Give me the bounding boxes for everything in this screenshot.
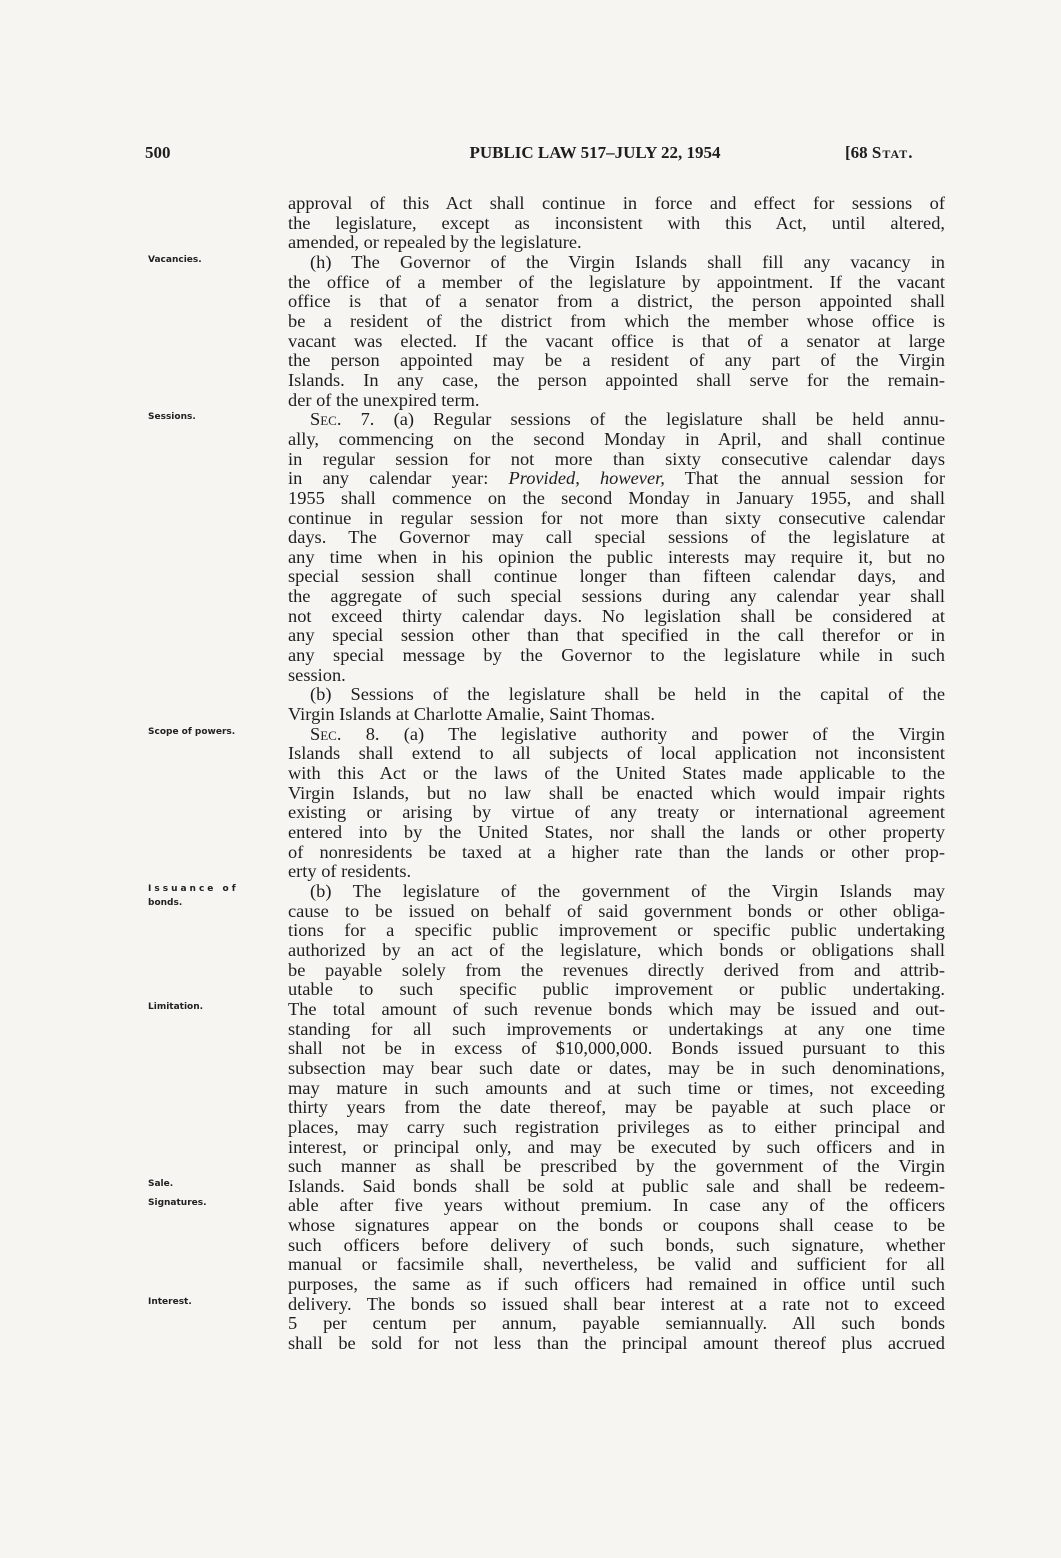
text-line bbox=[288, 371, 945, 391]
text-line bbox=[288, 705, 945, 725]
text-line bbox=[148, 1175, 945, 1197]
italic-text: Provided, however, bbox=[508, 468, 665, 489]
line-text: (b) The legislature of the government of the Virgin Islands may bbox=[310, 880, 945, 901]
margin-note bbox=[148, 1000, 283, 1014]
text-line bbox=[288, 312, 945, 332]
text-line bbox=[288, 194, 945, 214]
line-text: days. The Governor may call special sessions of the legislature at bbox=[288, 527, 945, 548]
text-line bbox=[148, 251, 945, 273]
margin-note-text: Issuance of bbox=[148, 883, 239, 894]
line-text: office is that of a senator from a district, the person appointed shall bbox=[288, 291, 945, 312]
line-text: thirty years from the date thereof, may be payable at such place or bbox=[288, 1097, 945, 1118]
line-text: with this Act or the laws of the United States made applicable to the bbox=[288, 763, 945, 784]
text-line bbox=[288, 744, 945, 764]
line-text: authorized by an act of the legislature, which bonds or obligations shall bbox=[288, 939, 945, 960]
text-line bbox=[288, 273, 945, 293]
line-text: amended, or repealed by the legislature. bbox=[288, 232, 582, 253]
line-text: entered into by the United States, nor shall the lands or other property bbox=[288, 822, 945, 842]
text-line bbox=[288, 1157, 945, 1177]
text-line bbox=[288, 784, 945, 804]
margin-note-text: Sale. bbox=[148, 1178, 174, 1189]
line-text: any special session other than that specified in the call therefor or in bbox=[288, 625, 945, 646]
text-line bbox=[148, 1293, 945, 1315]
margin-note bbox=[148, 1177, 283, 1191]
line-text: able after five years without premium. In case any of the officers bbox=[288, 1195, 945, 1216]
line-text: delivery. The bonds so issued shall bear interest at a rate not to exceed bbox=[288, 1293, 945, 1314]
text-line bbox=[288, 607, 945, 627]
text-line bbox=[148, 880, 945, 908]
text-line bbox=[288, 646, 945, 666]
line-text: Islands shall extend to all subjects of local application not inconsistent bbox=[288, 743, 945, 764]
text-line bbox=[288, 1216, 945, 1236]
line-text: be a resident of the district from which the member whose office is bbox=[288, 310, 945, 331]
line-text: That the annual session for bbox=[664, 468, 945, 489]
text-line bbox=[288, 961, 945, 981]
margin-note bbox=[148, 1295, 283, 1309]
statute-volume bbox=[845, 143, 914, 163]
line-text: Virgin Islands at Charlotte Amalie, Saint Thomas. bbox=[288, 704, 656, 725]
page-number: 500 bbox=[145, 143, 171, 162]
line-text: Virgin Islands, but no law shall be enacted which would impair rights bbox=[288, 782, 945, 803]
section-label: Sec. bbox=[310, 409, 342, 430]
text-line bbox=[148, 998, 945, 1020]
text-line bbox=[288, 469, 945, 489]
section-label: Sec. bbox=[310, 723, 342, 744]
line-text: shall not be in excess of $10,000,000. Bonds issued pursuant to this bbox=[288, 1038, 945, 1059]
text-line bbox=[288, 1314, 945, 1334]
margin-note-text: Limitation. bbox=[148, 1001, 204, 1012]
text-line bbox=[288, 1275, 945, 1295]
statute-volume-number: [68 bbox=[845, 143, 872, 162]
line-text: the office of a member of the legislature by appointment. If the vacant bbox=[288, 271, 945, 292]
line-text: not exceed thirty calendar days. No legislation shall be considered at bbox=[288, 605, 945, 626]
line-text: in any calendar year: bbox=[288, 468, 509, 489]
line-text: 8. (a) The legislative authority and power of the Virgin bbox=[341, 723, 945, 744]
text-line bbox=[288, 803, 945, 823]
line-text: may mature in such amounts and at such time or times, not exceeding bbox=[288, 1077, 945, 1098]
margin-note-text: Scope of powers. bbox=[148, 726, 236, 737]
margin-note-text: Sessions. bbox=[148, 412, 196, 423]
text-line bbox=[288, 489, 945, 509]
text-line bbox=[288, 626, 945, 646]
line-text: purposes, the same as if such officers had remained in office until such bbox=[288, 1274, 945, 1295]
line-text: the aggregate of such special sessions during any calendar year shall bbox=[288, 586, 945, 607]
text-line bbox=[288, 233, 945, 253]
line-text: whose signatures appear on the bonds or coupons shall cease to be bbox=[288, 1215, 945, 1236]
text-line bbox=[288, 587, 945, 607]
line-text: cause to be issued on behalf of said government bonds or other obliga- bbox=[288, 900, 945, 921]
text-line bbox=[288, 567, 945, 587]
line-text: places, may carry such registration privileges as to either principal and bbox=[288, 1116, 945, 1137]
margin-note bbox=[148, 253, 283, 267]
line-text: erty of residents. bbox=[288, 861, 412, 882]
text-line bbox=[288, 764, 945, 784]
text-line bbox=[288, 391, 945, 411]
text-line bbox=[288, 528, 945, 548]
text-line bbox=[288, 509, 945, 529]
text-line bbox=[288, 980, 945, 1000]
text-line bbox=[288, 823, 945, 843]
line-text: Islands. Said bonds shall be sold at public sale and shall be redeem- bbox=[288, 1175, 945, 1196]
text-line bbox=[288, 1334, 945, 1354]
text-line bbox=[148, 723, 945, 745]
line-text: continue in regular session for not more than sixty consecutive calendar bbox=[288, 507, 945, 528]
text-line bbox=[288, 1138, 945, 1158]
line-text: tions for a specific public improvement or specific public undertaking bbox=[288, 920, 945, 941]
text-line bbox=[288, 548, 945, 568]
text-line bbox=[288, 214, 945, 234]
text-line bbox=[288, 1059, 945, 1079]
line-text: standing for all such improvements or undertakings at any one time bbox=[288, 1018, 945, 1039]
text-line bbox=[288, 941, 945, 961]
text-line bbox=[288, 1039, 945, 1059]
text-line bbox=[288, 1255, 945, 1275]
line-text: subsection may bear such date or dates, may be in such denominations, bbox=[288, 1057, 945, 1078]
text-line bbox=[288, 685, 945, 705]
text-line bbox=[288, 351, 945, 371]
margin-note-text: Signatures. bbox=[148, 1198, 207, 1209]
text-line bbox=[288, 862, 945, 882]
line-text: be payable solely from the revenues directly derived from and attrib- bbox=[288, 959, 945, 980]
text-line bbox=[288, 1098, 945, 1118]
margin-note bbox=[148, 410, 283, 424]
line-text: of nonresidents be taxed at a higher rate than the lands or other prop- bbox=[288, 841, 945, 862]
line-text: Islands. In any case, the person appointed shall serve for the remain- bbox=[288, 369, 945, 390]
margin-note-text: Interest. bbox=[148, 1296, 192, 1307]
line-text: interest, or principal only, and may be executed by such officers and in bbox=[288, 1136, 945, 1157]
line-text: ally, commencing on the second Monday in April, and shall continue bbox=[288, 428, 945, 449]
margin-note bbox=[148, 725, 283, 739]
text-line bbox=[288, 1079, 945, 1099]
line-text: such manner as shall be prescribed by the government of the Virgin bbox=[288, 1156, 945, 1177]
text-line bbox=[288, 292, 945, 312]
line-text: (b) Sessions of the legislature shall be held in the capital of the bbox=[310, 684, 945, 705]
margin-note-text: Vacancies. bbox=[148, 254, 202, 265]
line-text: special session shall continue longer than fifteen calendar days, and bbox=[288, 566, 945, 587]
margin-note-text: bonds. bbox=[148, 897, 183, 908]
text-line bbox=[288, 1236, 945, 1256]
line-text: approval of this Act shall continue in force and effect for sessions of bbox=[288, 193, 945, 213]
line-text: any special message by the Governor to the legislature while in such bbox=[288, 645, 945, 666]
document-body bbox=[148, 193, 945, 1354]
text-line bbox=[288, 1020, 945, 1040]
line-text: der of the unexpired term. bbox=[288, 389, 480, 410]
running-title: PUBLIC LAW 517–JULY 22, 1954 bbox=[469, 143, 721, 162]
text-line bbox=[288, 921, 945, 941]
line-text: the legislature, except as inconsistent with this Act, until altered, bbox=[288, 212, 945, 233]
line-text: 5 per centum per annum, payable semiannually. All such bonds bbox=[288, 1313, 945, 1334]
statute-abbrev: Stat. bbox=[871, 143, 914, 162]
line-text: manual or facsimile shall, nevertheless, be valid and sufficient for all bbox=[288, 1254, 945, 1275]
line-text: utable to such specific public improvement or public undertaking. bbox=[288, 979, 945, 1000]
line-text: any time when in his opinion the public interests may require it, but no bbox=[288, 546, 945, 567]
line-text: session. bbox=[288, 664, 346, 685]
margin-note bbox=[148, 882, 283, 910]
line-text: 1955 shall commence on the second Monday in January 1955, and shall bbox=[288, 487, 945, 508]
line-text: The total amount of such revenue bonds which may be issued and out- bbox=[288, 998, 945, 1019]
margin-note bbox=[148, 1196, 283, 1210]
line-text: shall be sold for not less than the principal amount thereof plus accrued bbox=[288, 1333, 945, 1354]
text-line bbox=[148, 409, 945, 430]
text-line bbox=[288, 430, 945, 450]
text-line bbox=[288, 450, 945, 470]
line-text: existing or arising by virtue of any treaty or international agreement bbox=[288, 802, 945, 823]
text-line bbox=[148, 1195, 945, 1216]
line-text: such officers before delivery of such bonds, such signature, whether bbox=[288, 1234, 945, 1255]
text-line bbox=[288, 843, 945, 863]
line-text: (h) The Governor of the Virgin Islands shall fill any vacancy in bbox=[310, 251, 945, 272]
line-text: 7. (a) Regular sessions of the legislature shall be held annu- bbox=[341, 409, 945, 430]
text-line bbox=[288, 902, 945, 922]
text-line bbox=[288, 1118, 945, 1138]
line-text: vacant was elected. If the vacant office is that of a senator at large bbox=[288, 330, 945, 351]
text-line bbox=[288, 332, 945, 352]
text-line bbox=[288, 666, 945, 686]
line-text: the person appointed may be a resident of any part of the Virgin bbox=[288, 350, 945, 371]
line-text: in regular session for not more than sixty consecutive calendar days bbox=[288, 448, 945, 469]
